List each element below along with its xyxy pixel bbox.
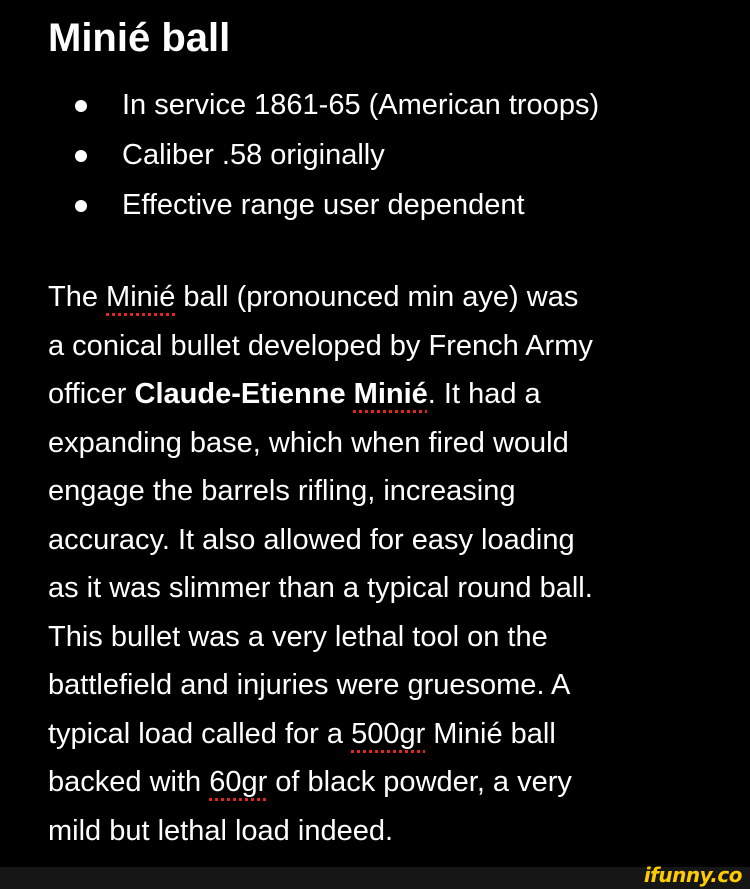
bullet-list <box>0 80 599 230</box>
bullet-item <box>0 180 599 230</box>
ifunny-watermark: ifunny.co <box>643 863 742 887</box>
paragraph-line <box>48 710 738 759</box>
paragraph-line <box>48 273 738 322</box>
paragraph-line <box>48 758 738 807</box>
paragraph-line: battlefield and injuries were gruesome. A <box>48 669 571 701</box>
text-run: Minié ball <box>425 717 556 750</box>
watermark-bar <box>0 867 750 889</box>
paragraph-line: mild but lethal load indeed. <box>48 814 394 847</box>
spellcheck-word[interactable]: Minié <box>106 281 176 313</box>
text-run: ball (pronounced min aye) was <box>175 281 579 313</box>
spellcheck-word[interactable]: 60gr <box>209 766 268 798</box>
bullet-dot-icon <box>75 150 87 162</box>
text-run: typical load called for a <box>48 717 352 750</box>
text-run: The <box>48 281 107 313</box>
paragraph-line: This bullet was a very lethal tool on the <box>48 620 548 653</box>
paragraph-line: as it was slimmer than a typical round ball. <box>48 572 593 604</box>
text-run: officer <box>48 378 135 410</box>
spellcheck-word[interactable]: 500gr <box>351 717 426 750</box>
text-run: of black powder, a very <box>267 766 572 798</box>
bullet-text: Caliber .58 originally <box>122 139 385 171</box>
bullet-text: In service 1861-65 (American troops) <box>122 89 600 121</box>
paragraph-line: accuracy. It also allowed for easy loading <box>48 523 575 556</box>
text-run: . It had a <box>427 378 541 410</box>
note-title: Minié ball <box>48 16 231 60</box>
paragraph-line <box>48 370 738 419</box>
bullet-item <box>0 130 599 180</box>
bullet-text: Effective range user dependent <box>122 189 525 221</box>
bold-name <box>135 378 428 410</box>
paragraph-line: expanding base, which when fired would <box>48 426 569 459</box>
spellcheck-word[interactable]: Minié <box>353 378 428 410</box>
text-run: Claude-Etienne <box>134 378 354 410</box>
text-run: backed with <box>48 766 210 798</box>
bullet-dot-icon <box>75 200 87 212</box>
bullet-item <box>0 80 599 130</box>
bullet-dot-icon <box>75 100 87 112</box>
paragraph-line: engage the barrels rifling, increasing <box>48 475 516 507</box>
body-paragraph <box>48 273 738 855</box>
paragraph-line: a conical bullet developed by French Army <box>48 329 593 362</box>
